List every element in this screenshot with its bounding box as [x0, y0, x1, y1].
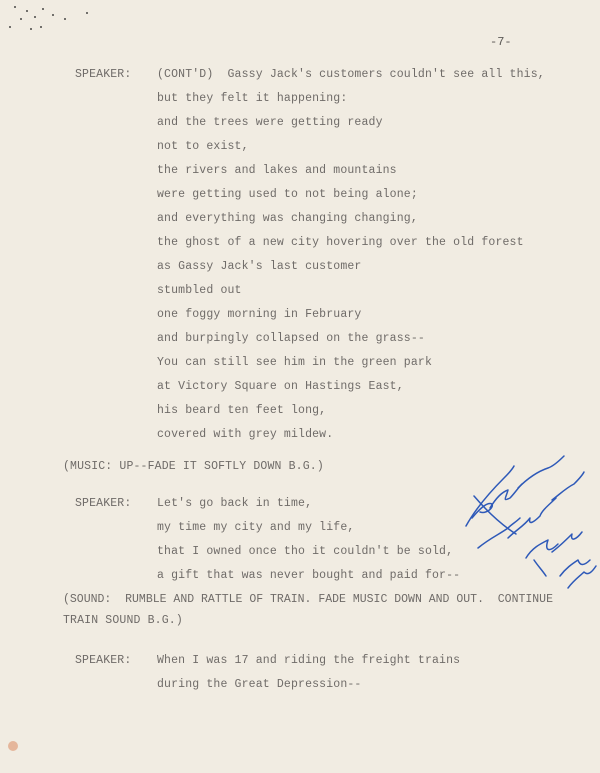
script-line: and everything was changing changing,: [157, 212, 418, 225]
script-line: the ghost of a new city hovering over the old forest: [157, 236, 524, 249]
handwritten-signature: [456, 448, 598, 598]
script-line: were getting used to not being alone;: [157, 188, 418, 201]
script-line: during the Great Depression--: [157, 678, 362, 691]
page-number: -7-: [490, 35, 512, 49]
script-line: You can still see him in the green park: [157, 356, 432, 369]
script-line: and burpingly collapsed on the grass--: [157, 332, 425, 345]
script-line: as Gassy Jack's last customer: [157, 260, 362, 273]
script-line: and the trees were getting ready: [157, 116, 383, 129]
music-cue: (MUSIC: UP--FADE IT SOFTLY DOWN B.G.): [63, 460, 324, 473]
paper-stain: [8, 741, 18, 751]
script-line: but they felt it happening:: [157, 92, 348, 105]
script-line: my time my city and my life,: [157, 521, 355, 534]
script-line: When I was 17 and riding the freight trains: [157, 654, 461, 667]
sound-cue-line-2: TRAIN SOUND B.G.): [63, 614, 183, 627]
script-line: covered with grey mildew.: [157, 428, 334, 441]
script-line: his beard ten feet long,: [157, 404, 327, 417]
speaker-label: SPEAKER:: [75, 68, 132, 81]
script-line: one foggy morning in February: [157, 308, 362, 321]
speaker-label: SPEAKER:: [75, 654, 132, 667]
script-line: not to exist,: [157, 140, 249, 153]
script-line: (CONT'D) Gassy Jack's customers couldn't see all this,: [157, 68, 545, 81]
script-line: the rivers and lakes and mountains: [157, 164, 397, 177]
speaker-label: SPEAKER:: [75, 497, 132, 510]
script-line: a gift that was never bought and paid for--: [157, 569, 461, 582]
script-line: stumbled out: [157, 284, 242, 297]
sound-cue-line-1: (SOUND: RUMBLE AND RATTLE OF TRAIN. FADE MUSIC DOWN AND OUT. CONTINUE: [63, 593, 553, 606]
script-line: that I owned once tho it couldn't be sold,: [157, 545, 454, 558]
script-line: Let's go back in time,: [157, 497, 313, 510]
script-line: at Victory Square on Hastings East,: [157, 380, 404, 393]
